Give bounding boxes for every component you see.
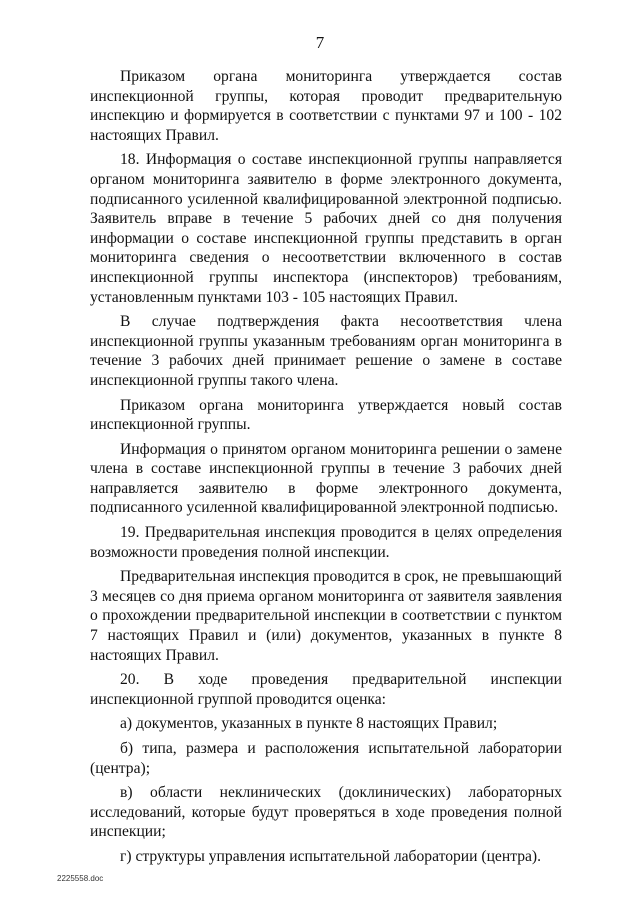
list-item-v-research-area: в) области неклинических (доклинических) лабораторных исследований, которые будут проверяться в ходе проведения полной инспекции; — [90, 784, 562, 841]
paragraph-new-group-order: Приказом органа мониторинга утверждается новый состав инспекционной группы. — [90, 396, 562, 434]
list-item-g-management-structure: г) структуры управления испытательной лаборатории (центра). — [120, 847, 542, 865]
list-item-b-lab-type: б) типа, размера и расположения испытательной лаборатории (центра); — [90, 740, 562, 777]
list-item-a-documents: а) документов, указанных в пункте 8 настоящих Правил; — [120, 715, 498, 733]
paragraph-member-replacement-decision: В случае подтверждения факта несоответствия члена инспекционной группы указанным требованиям орган мониторинга в течение 3 рабочих дней принимает решение о замене в составе инспекционной группы такого члена. — [90, 313, 562, 389]
paragraph-replacement-notification: Информация о принятом органом мониторинга решении о замене члена в составе инспекционной группы в течение 3 рабочих дней направляется заявителю в форме электронного документа, подписанного усиленной квалифицированной электронной подписью. — [90, 440, 562, 517]
footer-document-id: 2225558.doc — [57, 874, 104, 883]
paragraph-20-assessment-intro: 20. В ходе проведения предварительной инспекции инспекционной группой проводится оценка: — [90, 671, 562, 708]
paragraph-18-group-composition-info: 18. Информация о составе инспекционной группы направляется органом мониторинга заявителю в форме электронного документа, подписанного усиленной квалифицированной электронной подписью. Заявитель вправе в течение 5 рабочих дней со дня получения информации о составе инспекционной группы представить в орган мониторинга сведения о несоответствии включенного в состав инспекционной группы инспектора (инспекторов) требованиям, установленным пунктами 103 - 105 настоящих Правил. — [90, 151, 562, 306]
page-number: 7 — [315, 33, 325, 52]
paragraph-preliminary-term: Предварительная инспекция проводится в срок, не превышающий 3 месяцев со дня приема органом мониторинга от заявителя заявления о прохождении предварительной инспекции в соответствии с пунктом 7 настоящих Правил и (или) документов, указанных в пункте 8 настоящих Правил. — [90, 568, 562, 664]
document-body — [90, 67, 562, 872]
paragraph-19-preliminary-purpose: 19. Предварительная инспекция проводится в целях определения возможности проведения полной инспекции. — [90, 524, 562, 561]
paragraph-inspection-group-order: Приказом органа мониторинга утверждается состав инспекционной группы, которая проводит предварительную инспекцию и формируется в соответствии с пунктами 97 и 100 - 102 настоящих Правил. — [90, 68, 562, 144]
